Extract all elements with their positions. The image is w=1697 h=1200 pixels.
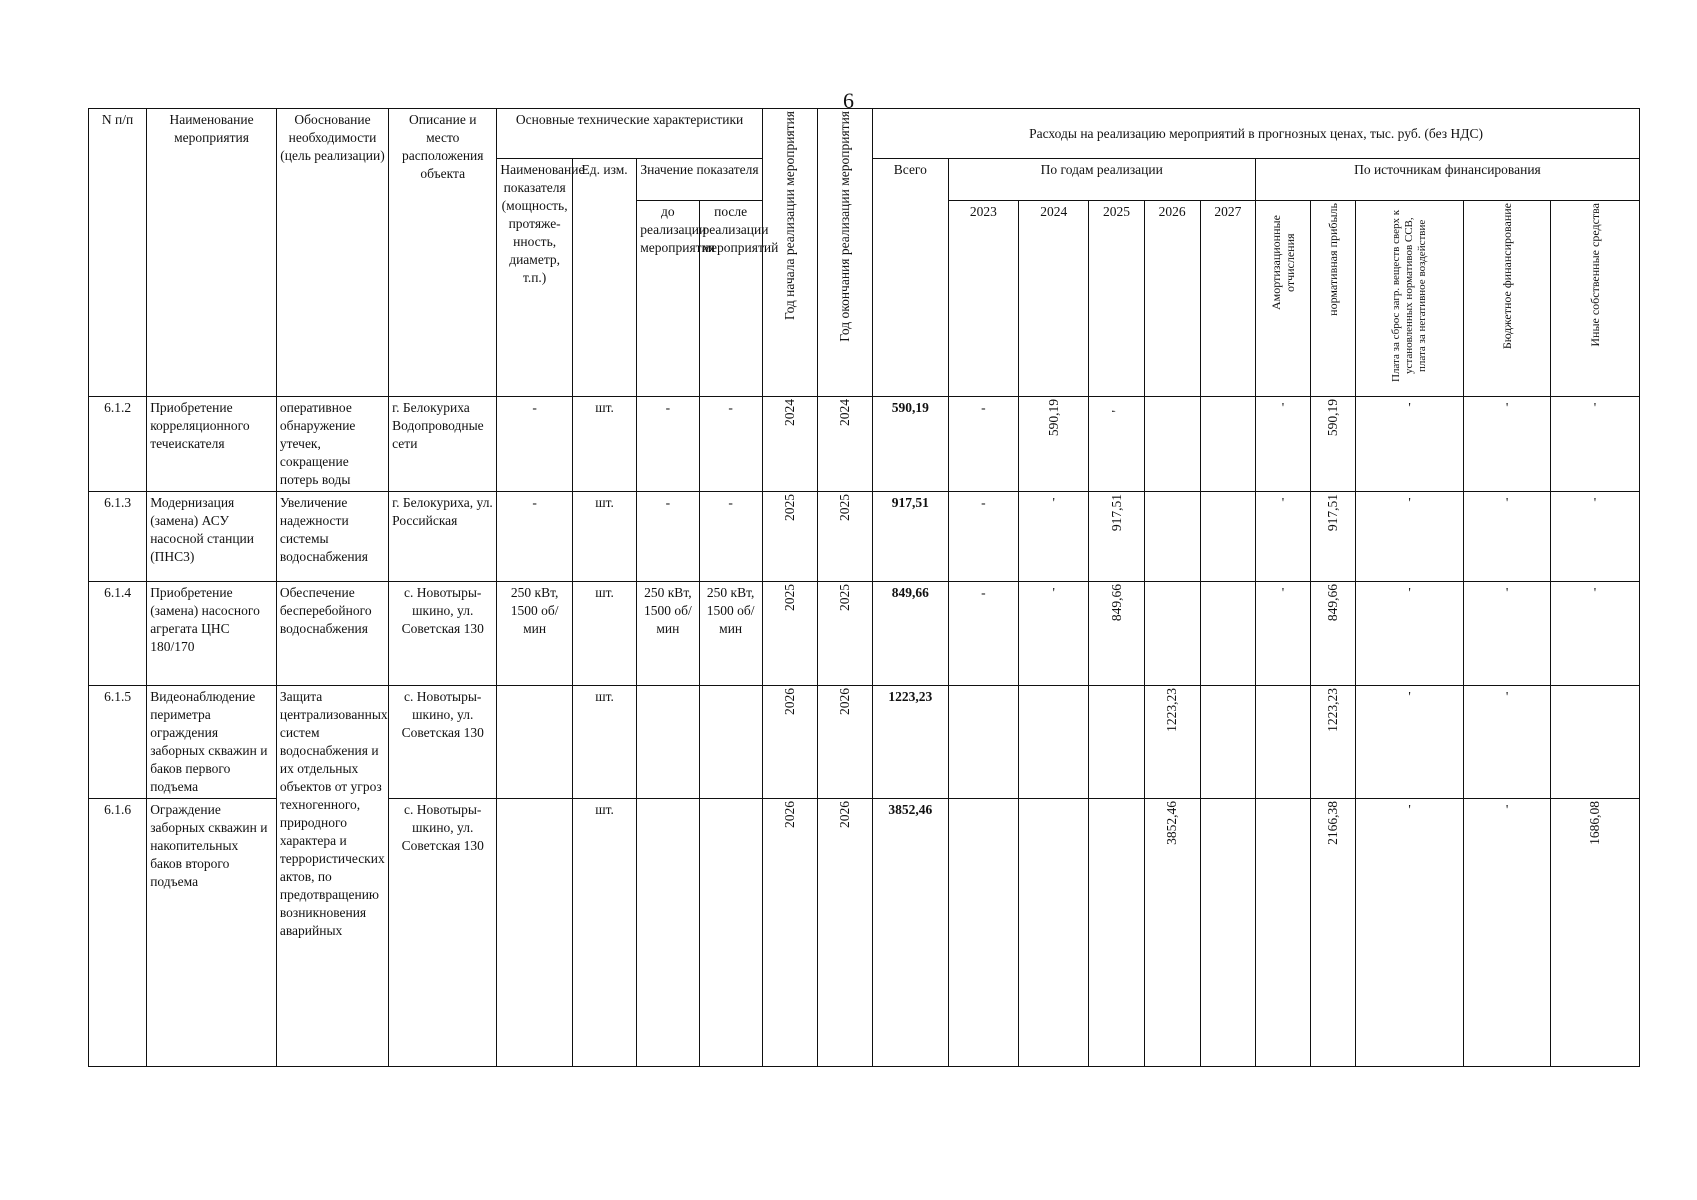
row-num: 6.1.3 xyxy=(89,492,147,582)
row-y2025 xyxy=(1089,686,1144,799)
header-unit: Ед. изм. xyxy=(572,159,636,397)
row-total: 849,66 xyxy=(873,582,949,686)
row-other: ' xyxy=(1550,492,1639,582)
page-number: 6 xyxy=(843,88,854,113)
row-year-start: 2026 xyxy=(762,686,817,799)
header-num: N п/п xyxy=(89,109,147,397)
header-source-amort: Амортизационные отчисления xyxy=(1255,201,1310,397)
row-indicator: 250 кВт, 1500 об/мин xyxy=(497,582,573,686)
row-location: с. Новотыры-шкино, ул. Советская 130 xyxy=(389,799,497,1067)
header-year-2025: 2025 xyxy=(1089,201,1144,397)
row-amort: ' xyxy=(1255,492,1310,582)
header-total: Всего xyxy=(873,159,949,397)
row-num: 6.1.4 xyxy=(89,582,147,686)
row-y2025: ' xyxy=(1089,397,1144,492)
row-name: Модернизация (замена) АСУ насосной станции (ПНС3) xyxy=(147,492,277,582)
row-y2024: ' xyxy=(1019,582,1089,686)
row-after: 250 кВт, 1500 об/мин xyxy=(699,582,762,686)
row-num: 6.1.2 xyxy=(89,397,147,492)
row-y2023: - xyxy=(948,397,1018,492)
row-amort: ' xyxy=(1255,582,1310,686)
row-year-end: 2025 xyxy=(817,582,872,686)
row-unit: шт. xyxy=(572,686,636,799)
row-profit: 1223,23 xyxy=(1311,686,1356,799)
header-after: после реализации мероприятий xyxy=(699,201,762,397)
row-y2026 xyxy=(1144,492,1200,582)
row-year-end: 2024 xyxy=(817,397,872,492)
row-fee: ' xyxy=(1355,686,1463,799)
header-by-sources: По источникам финансирования xyxy=(1255,159,1639,201)
row-unit: шт. xyxy=(572,799,636,1067)
row-indicator xyxy=(497,799,573,1067)
header-tech: Основные технические характеристики xyxy=(497,109,762,159)
row-num: 6.1.5 xyxy=(89,686,147,799)
row-justification: Обеспечение бесперебойного водоснабжения xyxy=(276,582,388,686)
row-year-start: 2026 xyxy=(762,799,817,1067)
row-budget: ' xyxy=(1464,582,1551,686)
row-location: с. Новотыры-шкино, ул. Советская 130 xyxy=(389,686,497,799)
row-fee: ' xyxy=(1355,582,1463,686)
row-amort: ' xyxy=(1255,397,1310,492)
row-other xyxy=(1550,686,1639,799)
row-total: 3852,46 xyxy=(873,799,949,1067)
row-year-end: 2026 xyxy=(817,799,872,1067)
row-y2025: 849,66 xyxy=(1089,582,1144,686)
row-y2027 xyxy=(1200,582,1255,686)
row-y2024 xyxy=(1019,686,1089,799)
row-justification: Увеличение надежности системы водоснабжения xyxy=(276,492,388,582)
row-year-end: 2025 xyxy=(817,492,872,582)
row-indicator: - xyxy=(497,492,573,582)
header-indicator-name: Наименование показателя (мощность, протяже-нность, диаметр, т.п.) xyxy=(497,159,573,397)
header-source-profit: нормативная прибыль xyxy=(1311,201,1356,397)
row-num: 6.1.6 xyxy=(89,799,147,1067)
row-budget: ' xyxy=(1464,397,1551,492)
row-justification: оперативное обнаружение утечек, сокращение потерь воды xyxy=(276,397,388,492)
row-before xyxy=(637,686,699,799)
header-source-budget: Бюджетное финансирование xyxy=(1464,201,1551,397)
row-before xyxy=(637,799,699,1067)
row-y2027 xyxy=(1200,492,1255,582)
row-year-start: 2024 xyxy=(762,397,817,492)
row-location: с. Новотыры-шкино, ул. Советская 130 xyxy=(389,582,497,686)
row-y2023: - xyxy=(948,582,1018,686)
row-amort xyxy=(1255,799,1310,1067)
row-budget: ' xyxy=(1464,799,1551,1067)
row-y2023 xyxy=(948,799,1018,1067)
header-justification: Обоснование необходимости (цель реализации) xyxy=(276,109,388,397)
header-by-years: По годам реализации xyxy=(948,159,1255,201)
row-after xyxy=(699,686,762,799)
investment-table xyxy=(88,108,1640,1067)
row-unit: шт. xyxy=(572,397,636,492)
row-y2026: 3852,46 xyxy=(1144,799,1200,1067)
row-year-start: 2025 xyxy=(762,582,817,686)
row-after: - xyxy=(699,397,762,492)
row-name: Приобретение корреляционного течеискателя xyxy=(147,397,277,492)
row-y2026 xyxy=(1144,397,1200,492)
header-value: Значение показателя xyxy=(637,159,763,201)
row-location: г. Белокуриха, ул. Российская xyxy=(389,492,497,582)
row-other: ' xyxy=(1550,397,1639,492)
row-total: 590,19 xyxy=(873,397,949,492)
row-budget: ' xyxy=(1464,492,1551,582)
header-source-fee: Плата за сброс загр. веществ сверх к установленных нормативов ССВ, плата за негативное воздействие xyxy=(1355,201,1463,397)
row-y2024: 590,19 xyxy=(1019,397,1089,492)
row-y2025: 917,51 xyxy=(1089,492,1144,582)
row-y2027 xyxy=(1200,799,1255,1067)
header-year-2023: 2023 xyxy=(948,201,1018,397)
row-location: г. Белокуриха Водопроводные сети xyxy=(389,397,497,492)
row-y2023 xyxy=(948,686,1018,799)
row-unit: шт. xyxy=(572,492,636,582)
header-costs: Расходы на реализацию мероприятий в прогнозных ценах, тыс. руб. (без НДС) xyxy=(873,109,1640,159)
row-y2025 xyxy=(1089,799,1144,1067)
row-year-start: 2025 xyxy=(762,492,817,582)
row-profit: 590,19 xyxy=(1311,397,1356,492)
row-y2027 xyxy=(1200,397,1255,492)
row-before: 250 кВт, 1500 об/мин xyxy=(637,582,699,686)
row-fee: ' xyxy=(1355,799,1463,1067)
row-fee: ' xyxy=(1355,397,1463,492)
row-year-end: 2026 xyxy=(817,686,872,799)
header-year-end: Год окончания реализации мероприятия xyxy=(817,109,872,397)
row-unit: шт. xyxy=(572,582,636,686)
header-year-2026: 2026 xyxy=(1144,201,1200,397)
row-y2027 xyxy=(1200,686,1255,799)
row-y2026: 1223,23 xyxy=(1144,686,1200,799)
row-budget: ' xyxy=(1464,686,1551,799)
row-total: 917,51 xyxy=(873,492,949,582)
header-location: Описание и место расположения объекта xyxy=(389,109,497,397)
row-total: 1223,23 xyxy=(873,686,949,799)
row-y2026 xyxy=(1144,582,1200,686)
header-source-other: Иные собственные средства xyxy=(1550,201,1639,397)
row-fee: ' xyxy=(1355,492,1463,582)
row-amort xyxy=(1255,686,1310,799)
row-name: Видеонаблюдение периметра ограждения заборных скважин и баков первого подъема xyxy=(147,686,277,799)
row-other: ' xyxy=(1550,582,1639,686)
header-year-2024: 2024 xyxy=(1019,201,1089,397)
header-name: Наименование мероприятия xyxy=(147,109,277,397)
row-y2023: - xyxy=(948,492,1018,582)
row-profit: 2166,38 xyxy=(1311,799,1356,1067)
row-after: - xyxy=(699,492,762,582)
header-year-start: Год начала реализации мероприятия xyxy=(762,109,817,397)
header-year-2027: 2027 xyxy=(1200,201,1255,397)
row-after xyxy=(699,799,762,1067)
row-y2024 xyxy=(1019,799,1089,1067)
row-before: - xyxy=(637,397,699,492)
header-before: до реализации мероприятия xyxy=(637,201,699,397)
row-other: 1686,08 xyxy=(1550,799,1639,1067)
row-y2024: ' xyxy=(1019,492,1089,582)
row-name: Ограждение заборных скважин и накопительных баков второго подъема xyxy=(147,799,277,1067)
row-profit: 849,66 xyxy=(1311,582,1356,686)
row-indicator xyxy=(497,686,573,799)
row-profit: 917,51 xyxy=(1311,492,1356,582)
row-indicator: - xyxy=(497,397,573,492)
row-name: Приобретение (замена) насосного агрегата ЦНС 180/170 xyxy=(147,582,277,686)
row-justification-shared: Защита централизованных систем водоснабжения и их отдельных объектов от угроз техногенного, природного характера и террористических актов, по предотвращению возникновения аварийных xyxy=(276,686,388,1067)
row-before: - xyxy=(637,492,699,582)
